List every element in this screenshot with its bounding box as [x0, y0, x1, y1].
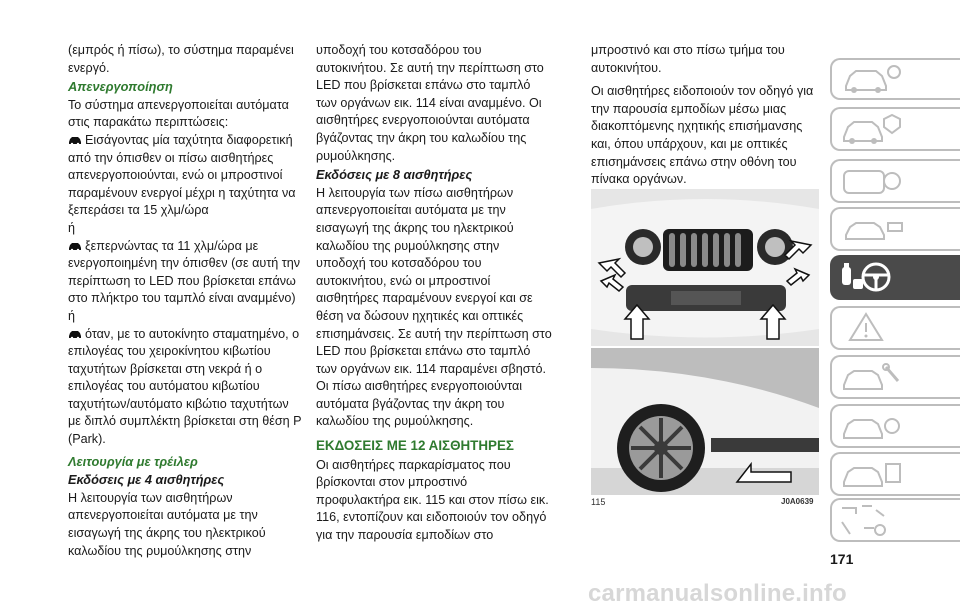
- front-bumper-photo: [591, 189, 819, 346]
- sidebar-tab-index[interactable]: [830, 498, 960, 542]
- section-heading-deactivation: Απενεργοποίηση: [68, 79, 173, 95]
- bullet-item: [68, 326, 304, 449]
- figure-number: 115: [591, 497, 606, 507]
- paragraph: Οι αισθητήρες ειδοποιούν τον οδηγό για την παρουσία εμποδίων μέσω μιας διακοπτόμενης ηχητικής επισήμανσης και, όπου υπάρχουν, και με οπτικές επισημάνσεις επάνω στην οθόνη του πίνακα οργάνων.: [591, 84, 814, 187]
- bullet-item: [68, 238, 304, 308]
- text-column-1: [68, 42, 304, 560]
- sidebar-tab-safety[interactable]: [830, 107, 960, 151]
- sidebar-tab-emergency[interactable]: [830, 306, 960, 350]
- car-start-icon: [832, 161, 960, 201]
- paragraph: Το σύστημα απενεργοποιείται αυτόματα στις παρακάτω περιπτώσεις:: [68, 97, 289, 130]
- sidebar-tab-info[interactable]: [830, 58, 960, 100]
- subheading-4-sensors: Εκδόσεις με 4 αισθητήρες: [68, 472, 225, 488]
- paragraph: μπροστινό και στο πίσω τμήμα του αυτοκινήτου.: [591, 43, 785, 75]
- car-specs-icon: [832, 454, 960, 494]
- bullet-item: [68, 132, 304, 220]
- car-inline-icon: [68, 135, 82, 145]
- sidebar-tab-driving[interactable]: [830, 255, 960, 300]
- car-safety-icon: [832, 109, 960, 149]
- or-text: ή: [68, 308, 76, 323]
- sidebar-tab-start[interactable]: [830, 159, 960, 203]
- car-key-icon: [832, 209, 960, 249]
- section-heading-12-sensors: ΕΚΔΟΣΕΙΣ ΜΕ 12 ΑΙΣΘΗΤΗΡΕΣ: [316, 438, 514, 454]
- car-inline-icon: [68, 329, 82, 339]
- sidebar-tab-service[interactable]: [830, 404, 960, 448]
- bullet-text: Εισάγοντας μία ταχύτητα διαφορετική από την όπισθεν οι πίσω αισθητήρες απενεργοποιούνται, ενώ οι μπροστινοί παραμένουν ενεργοί μέχρι η ταχύτητα να ξεπεράσει τα 15 χλμ/ώρα: [68, 132, 296, 218]
- car-info-icon: [832, 60, 960, 98]
- car-inline-icon: [68, 241, 82, 251]
- text-column-2: [316, 42, 552, 545]
- text-column-3: [591, 42, 819, 189]
- warning-triangle-icon: [832, 308, 960, 348]
- paragraph: Οι αισθητήρες παρκαρίσματος που βρίσκονται στον μπροστινό προφυλακτήρα εικ. 115 και στον πίσω εικ. 116, εντοπίζουν και ειδοποιούν τον οδηγό για την παρουσία εμποδίων στο: [316, 457, 549, 543]
- or-text: ή: [68, 220, 76, 235]
- paragraph: υποδοχή του κοτσαδόρου του αυτοκινήτου. Σε αυτή την περίπτωση στο LED που βρίσκεται επάνω στο ταμπλό των οργάνων εικ. 114 είναι αναμμένο. Οι αισθητήρες ενεργοποιούνται αυτόματα βγάζοντας την άκρη του καλωδίου της ρυμούλκησης.: [316, 43, 544, 163]
- index-letters-icon: [832, 500, 960, 540]
- sidebar-tab-specs[interactable]: [830, 452, 960, 496]
- car-service-icon: [832, 406, 960, 446]
- subheading-8-sensors: Εκδόσεις με 8 αισθητήρες: [316, 167, 473, 183]
- paragraph: Η λειτουργία των αισθητήρων απενεργοποιείται αυτόματα με την εισαγωγή της άκρης του ηλεκτρικού καλωδίου της ρυμούλκησης στην: [68, 490, 266, 558]
- sidebar-tab-key[interactable]: [830, 207, 960, 251]
- side-view-photo: [591, 348, 819, 495]
- paragraph: (εμπρός ή πίσω), το σύστημα παραμένει ενεργό.: [68, 43, 294, 75]
- bullet-text: ξεπερνώντας τα 11 χλμ/ώρα με ενεργοποιημένη την όπισθεν (σε αυτή την περίπτωση το LED που βρίσκεται επάνω στο πλήκτρο του ταμπλό είναι αναμμένο): [68, 238, 301, 306]
- sidebar-tab-maintenance[interactable]: [830, 355, 960, 399]
- car-tools-icon: [832, 357, 960, 397]
- section-heading-trailer: Λειτουργία με τρέιλερ: [68, 453, 198, 469]
- steering-wheel-key-icon: [832, 257, 960, 298]
- bullet-text: όταν, με το αυτοκίνητο σταματημένο, ο επιλογέας του χειροκίνητου κιβωτίου ταχυτήτων βρίσκεται στη νεκρά ή ο επιλογέας του αυτόματου κιβωτίου ταχυτήτων/αυτόματο κιβώτιο ταχυτήτων με διπλό συμπλέκτη βρίσκεται στη θέση P (Park).: [68, 326, 302, 447]
- page-number: 171: [830, 551, 854, 567]
- paragraph: Η λειτουργία των πίσω αισθητήρων απενεργοποιείται αυτόματα με την εισαγωγή της άκρης του ηλεκτρικού καλωδίου της ρυμούλκησης στην υποδοχή του κοτσαδόρου του αυτοκινήτου, ενώ οι μπροστινοί αισθητήρες παραμένουν ενεργοί και σε θέση να δώσουν ηχητικές και οπτικές επισημάνσεις. Σε αυτή την περίπτωση στο LED που βρίσκεται επάνω στο ταμπλό των οργάνων εικ. 114 παραμένει σβηστό. Οι πίσω αισθητήρες ενεργοποιούνται αυτόματα βγάζοντας την άκρη του καλωδίου της ρυμούλκησης.: [316, 185, 552, 429]
- figure-code: J0A0639: [781, 497, 814, 506]
- watermark: carmanualsonline.info: [588, 580, 847, 607]
